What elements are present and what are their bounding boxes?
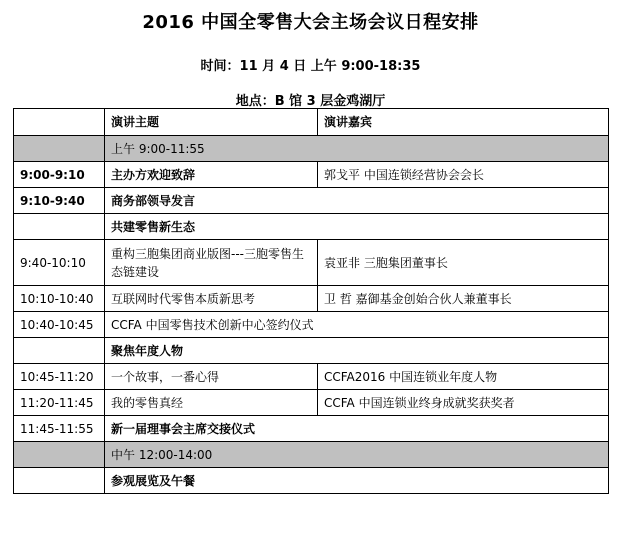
header-speaker: 演讲嘉宾 — [318, 109, 609, 136]
event-location: 地点：B 馆 3 层金鸡湖厅 — [235, 94, 386, 109]
section-spacer — [14, 136, 105, 162]
table-row — [14, 188, 609, 214]
subsection-spacer — [14, 338, 105, 364]
subsection-row — [14, 338, 609, 364]
table-row — [14, 416, 609, 442]
subsection-row — [14, 214, 609, 240]
row-time: 10:40-10:45 — [14, 312, 105, 338]
row-topic: 商务部领导发言 — [105, 188, 609, 214]
subsection-label: 共建零售新生态 — [105, 214, 609, 240]
row-speaker: 郭戈平 中国连锁经营协会会长 — [318, 162, 609, 188]
row-topic: 主办方欢迎致辞 — [105, 162, 318, 188]
row-time: 10:10-10:40 — [14, 286, 105, 312]
section-spacer — [14, 442, 105, 468]
table-row — [14, 286, 609, 312]
row-topic: 我的零售真经 — [105, 390, 318, 416]
table-row — [14, 390, 609, 416]
table-row — [14, 240, 609, 286]
table-header-row — [14, 109, 609, 136]
row-time: 10:45-11:20 — [14, 364, 105, 390]
page-title: 2016 中国全零售大会主场会议日程安排 — [142, 12, 479, 33]
row-topic: 一个故事，一番心得 — [105, 364, 318, 390]
row-time: 9:00-9:10 — [14, 162, 105, 188]
row-time: 11:20-11:45 — [14, 390, 105, 416]
section-label: 上午 9:00-11:55 — [105, 136, 609, 162]
subsection-label: 参观展览及午餐 — [105, 468, 609, 494]
section-morning — [14, 136, 609, 162]
section-label: 中午 12:00-14:00 — [105, 442, 609, 468]
row-topic: 新一届理事会主席交接仪式 — [105, 416, 609, 442]
schedule-table — [13, 108, 609, 494]
header-time — [14, 109, 105, 136]
subsection-label: 聚焦年度人物 — [105, 338, 609, 364]
row-speaker: CCFA2016 中国连锁业年度人物 — [318, 364, 609, 390]
table-row — [14, 364, 609, 390]
table-row — [14, 312, 609, 338]
row-topic: 重构三胞集团商业版图---三胞零售生态链建设 — [105, 240, 318, 286]
subsection-spacer — [14, 214, 105, 240]
row-speaker: 卫 哲 嘉御基金创始合伙人兼董事长 — [318, 286, 609, 312]
section-noon — [14, 442, 609, 468]
subsection-row — [14, 468, 609, 494]
row-topic: 互联网时代零售本质新思考 — [105, 286, 318, 312]
table-row — [14, 162, 609, 188]
row-speaker: CCFA 中国连锁业终身成就奖获奖者 — [318, 390, 609, 416]
header-topic: 演讲主题 — [105, 109, 318, 136]
row-speaker: 袁亚非 三胞集团董事长 — [318, 240, 609, 286]
subsection-spacer — [14, 468, 105, 494]
row-time: 9:40-10:10 — [14, 240, 105, 286]
row-time: 11:45-11:55 — [14, 416, 105, 442]
row-time: 9:10-9:40 — [14, 188, 105, 214]
event-time: 时间：11 月 4 日 上午 9:00-18:35 — [200, 59, 421, 74]
row-topic: CCFA 中国零售技术创新中心签约仪式 — [105, 312, 609, 338]
